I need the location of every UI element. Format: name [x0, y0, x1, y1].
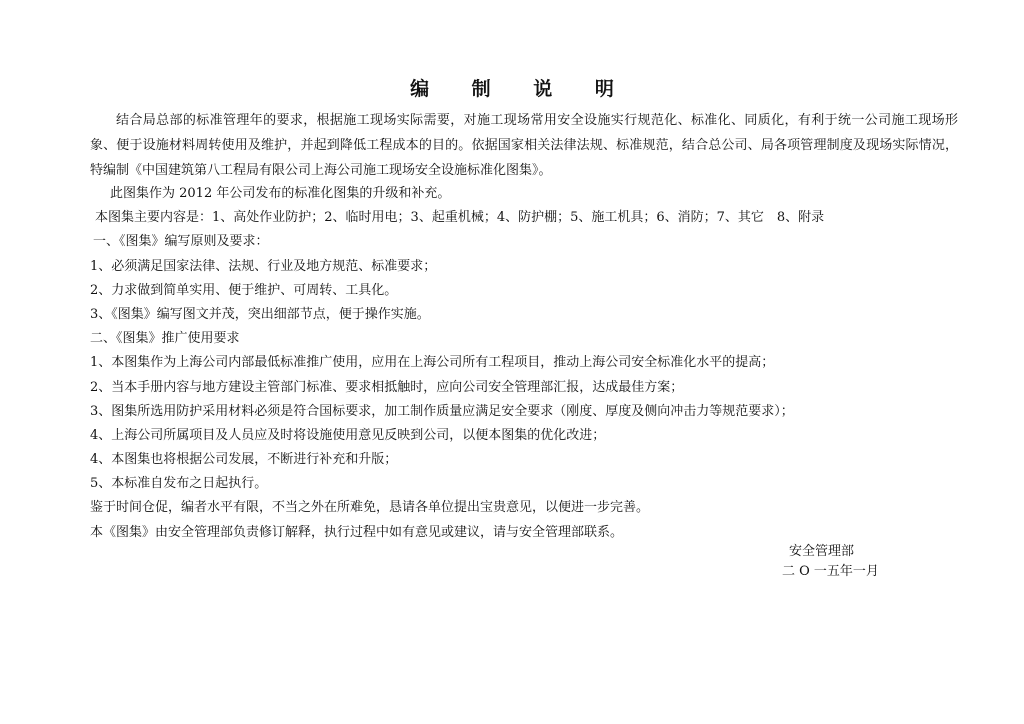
body-line: 本图集主要内容是：1、高处作业防护；2、临时用电；3、起重机械；4、防护棚；5、施工机具；6、消防；7、其它 8、附录 — [95, 210, 825, 226]
body-line: 4、上海公司所属项目及人员应及时将设施使用意见反映到公司，以便本图集的优化改进； — [90, 427, 606, 443]
signature-department: 安全管理部 — [789, 544, 855, 559]
signature-date: 二 O 一五年一月 — [782, 564, 879, 579]
section-heading: 二、《图集》推广使用要求 — [90, 331, 240, 347]
document-title: 编 制 说 明 — [410, 78, 632, 100]
intro-paragraph: 结合局总部的标准管理年的要求，根据施工现场实际需要，对施工现场常用安全设施实行规范化、标准化、同质化，有利于统一公司施工现场形象、便于设施材料周转使用及维护，并起到降低工程成本的目的。依据国家相关法律法规、标准规范，结合总公司、局各项管理制度及现场实际情况，特编制《中国建筑第八工程局有限公司上海公司施工现场安全设施标准化图集》。 — [90, 113, 958, 178]
body-line: 5、本标准自发布之日起执行。 — [90, 476, 268, 492]
body-line: 鉴于时间仓促，编者水平有限，不当之外在所难免，恳请各单位提出宝贵意见，以便进一步完善。 — [90, 500, 650, 516]
body-line: 2、当本手册内容与地方建设主管部门标准、要求相抵触时，应向公司安全管理部汇报，达成最佳方案； — [90, 379, 684, 395]
body-line: 3、图集所选用防护采用材料必须是符合国标要求，加工制作质量应满足安全要求（刚度、厚度及侧向冲击力等规范要求）； — [90, 403, 794, 419]
body-line: 3、《图集》编写图文并茂，突出细部节点，便于操作实施。 — [90, 306, 430, 322]
body-line: 此图集作为 2012 年公司发布的标准化图集的升级和补充。 — [110, 186, 451, 201]
body-line: 1、本图集作为上海公司内部最低标准推广使用，应用在上海公司所有工程项目，推动上海公司安全标准化水平的提高； — [90, 355, 775, 371]
body-line: 本《图集》由安全管理部负责修订解释，执行过程中如有意见或建议，请与安全管理部联系。 — [90, 524, 624, 540]
body-line: 4、本图集也将根据公司发展，不断进行补充和升版； — [90, 452, 398, 468]
section-heading: 一、《图集》编写原则及要求： — [93, 234, 269, 250]
body-line: 1、必须满足国家法律、法规、行业及地方规范、标准要求； — [90, 258, 437, 274]
body-line: 2、力求做到简单实用、便于维护、可周转、工具化。 — [90, 282, 398, 298]
body-lines — [0, 182, 1024, 545]
